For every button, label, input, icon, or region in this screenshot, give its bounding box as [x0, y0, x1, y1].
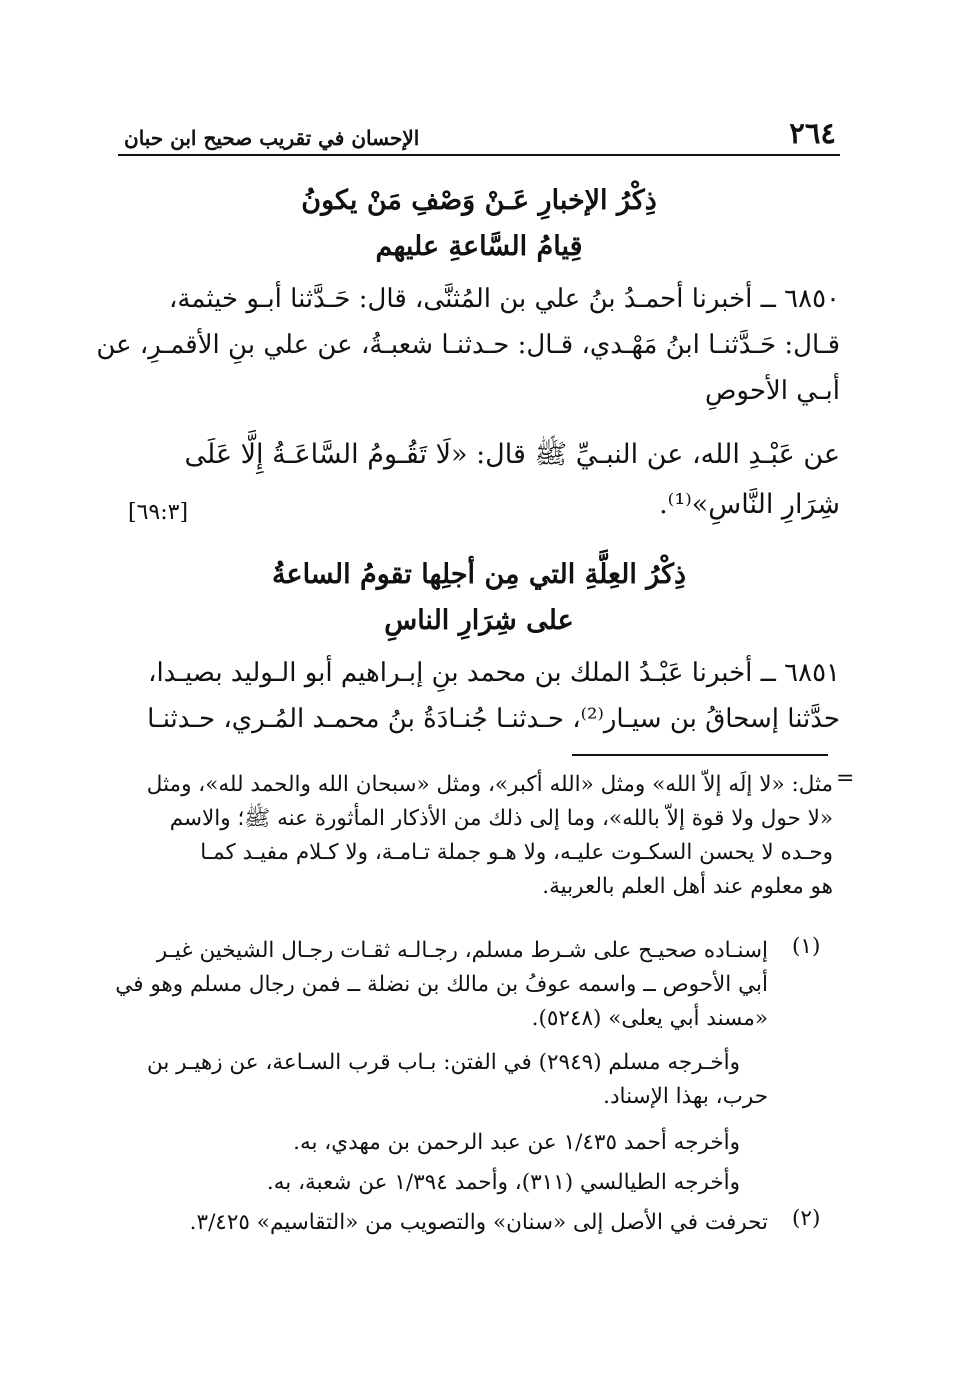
footnote-1-number: (١) [792, 934, 821, 959]
footnote-line: وحـده لا يحسن السكـوت عليـه، ولا هـو جملة تـامـة، ولا كـلام مفيـد كمـا [200, 840, 833, 865]
isnad-line: ٦٨٥٠ ــ أخبرنا أحمـدُ بنُ علي بن المُثنَّى، قال: حَـدَّثنا أبـو خيثمة، [169, 284, 840, 314]
footnote-1-paragraph-4 [128, 1166, 768, 1200]
footnote-line: حرب، بهذا الإسناد. [603, 1084, 768, 1109]
section-heading-2-line1: ذِكْرُ العِلَّةِ التي مِن أجلِها تقومُ الساعةُ [271, 559, 686, 590]
source-reference: [٦٩:٣] [128, 500, 189, 525]
footnote-line: مثل: «لا إلَه إلاّ الله» ومثل «الله أكبر»، ومثل «سبحان الله والحمد لله»، ومثل [146, 772, 833, 797]
hadith-6850-matn [118, 430, 840, 530]
footnote-line: أبي الأحوص ــ واسمه عوفُ بن مالك بن نضلة ــ فمن رجال مسلم وهو في [115, 972, 768, 997]
section-heading-1-line2: قِيامُ السَّاعةِ عليهم [375, 231, 583, 262]
page-header [118, 112, 840, 156]
footnote-1-paragraph-2 [128, 1046, 768, 1114]
footnote-line: «لا حول ولا قوة إلاّ بالله»، وما إلى ذلك من الأذكار المأثورة عنه ﷺ؛ والاسم [169, 806, 833, 831]
isnad-line: حدَّثنا إسحاقُ بن سيـار⁽²⁾، حـدثنـا جُنـادَةُ بنُ محمـد المُـري، حـدثنـا [147, 704, 840, 734]
footnote-line: وأخرجه الطيالسي (٣١١)، وأحمد ١/٣٩٤ عن شعبة، به. [266, 1170, 740, 1195]
footnote-continuation [128, 768, 833, 904]
page-number: ٢٦٤ [789, 116, 836, 150]
footnote-2 [128, 1206, 768, 1240]
footnote-1 [115, 934, 768, 1036]
footnote-1-paragraph-3 [128, 1126, 768, 1160]
matn-line: عن عَبْـدِ الله، عن النبـيِّ ﷺ قال: «لَا تَقُـومُ السَّاعَـةُ إِلَّا عَلَى [184, 439, 840, 470]
isnad-line: أبـي الأحوصِ [704, 376, 840, 406]
section-heading-1-line1: ذِكْرُ الإخبارِ عَـنْ وَصْفِ مَنْ يكونُ [301, 185, 657, 216]
running-title: الإحسان في تقريب صحيح ابن حبان [124, 126, 420, 150]
footnote-continuation-marker: = [836, 766, 855, 791]
section-heading-2 [118, 552, 840, 644]
isnad-line: ٦٨٥١ ــ أخبرنا عَبْـدُ الملك بن محمد بنِ إبـراهيم أبو الـوليد بصيـدا، [148, 658, 840, 688]
matn-line: شِرَارِ النَّاسِ»⁽¹⁾. [659, 489, 840, 520]
footnote-line: وأخرجه أحمد ١/٤٣٥ عن عبد الرحمن بن مهدي، به. [293, 1130, 740, 1155]
footnote-line: تحرفت في الأصل إلى «سنان» والتصويب من «التقاسيم» ٣/٤٢٥. [189, 1210, 768, 1235]
hadith-6850-isnad [96, 276, 840, 414]
footnote-2-number: (٢) [792, 1206, 821, 1231]
footnote-line: وأخـرجه مسلم (٢٩٤٩) في الفتن: بـاب قرب السـاعة، عن زهيـر بن [147, 1050, 740, 1075]
section-heading-2-line2: على شِرَارِ الناسِ [384, 605, 574, 636]
footnote-separator [572, 754, 828, 756]
section-heading-1 [118, 178, 840, 270]
hadith-6851-isnad [118, 650, 840, 742]
footnote-line: إسنـاده صحيـح على شـرط مسلم، رجـالـه ثقـات رجـال الشيخين غيـر [156, 938, 768, 963]
footnote-line: هو معلوم عند أهل العلم بالعربية. [542, 874, 833, 899]
footnote-line: «مسند أبي يعلى» (٥٢٤٨). [531, 1006, 768, 1031]
isnad-line: قـال: حَـدَّثنـا ابنُ مَهْـدي، قـال: حـدثنـا شعبـةُ، عن علي بنِ الأقمـرِ، عن [96, 330, 840, 360]
